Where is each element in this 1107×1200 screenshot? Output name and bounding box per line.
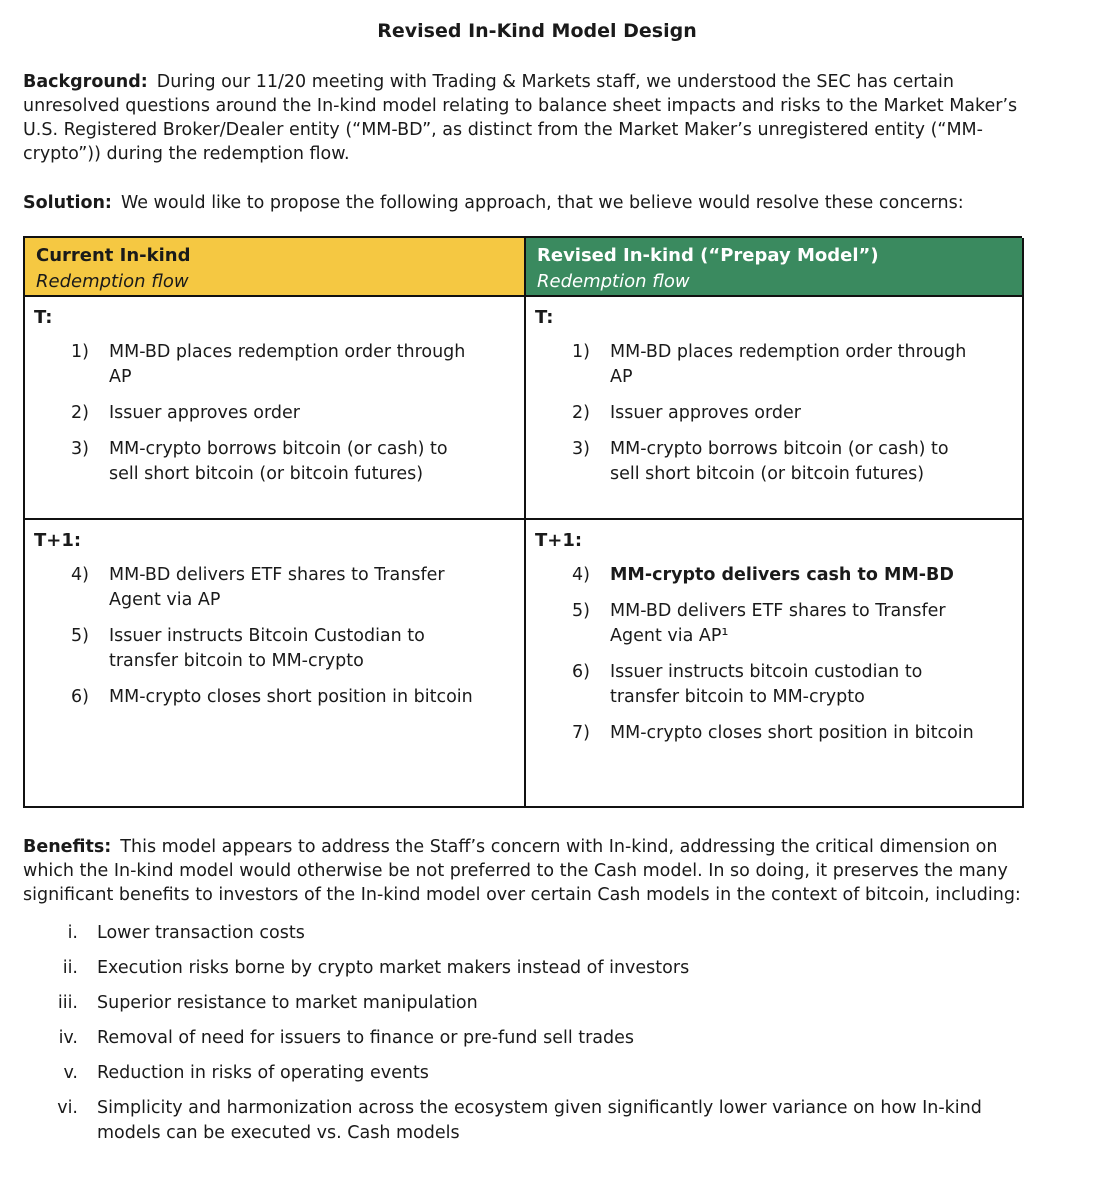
list-text: Removal of need for issuers to finance or pre-fund sell trades: [97, 1028, 635, 1048]
revised-t-cell: [526, 297, 1024, 520]
list-item: [23, 991, 1051, 1016]
list-item: [535, 340, 1018, 390]
background-text: During our 11/20 meeting with Trading & Markets staff, we understood the SEC has certain unresolved questions around the In-kind model relating to balance sheet impacts and risks to the Market Maker’s U.S. Registered Broker/Dealer entity (“MM-BD”, as distinct from the Market Maker’s unregistered entity (“MM-crypto”)) during the redemption flow.: [23, 72, 1018, 164]
step-number: 7): [572, 723, 590, 743]
list-item: [23, 1061, 1051, 1086]
benefits-text: This model appears to address the Staff’s concern with In-kind, addressing the critical dimension on which the In-kind model would otherwise be not preferred to the Cash model. In so doing, it preserves the many significant benefits to investors of the In-kind model over certain Cash models in the context of bitcoin, including:: [23, 837, 1021, 905]
background-label: Background:: [23, 72, 148, 92]
benefits-label: Benefits:: [23, 837, 112, 857]
list-item: [34, 401, 520, 426]
current-inkind-header-cell: [25, 238, 526, 297]
list-text: Lower transaction costs: [97, 923, 305, 943]
page-title: Revised In-Kind Model Design: [377, 20, 697, 42]
list-text: Execution risks borne by crypto market makers instead of investors: [97, 958, 690, 978]
step-text: MM-BD places redemption order through AP: [109, 342, 466, 387]
current-t-label: T:: [34, 307, 53, 328]
step-text: MM-crypto closes short position in bitcoin: [610, 723, 974, 743]
step-number: 6): [572, 662, 590, 682]
current-inkind-subtitle: Redemption flow: [36, 271, 189, 292]
step-text: Issuer approves order: [610, 403, 801, 423]
current-t1-cell: [25, 520, 526, 808]
list-numeral: iii.: [57, 993, 78, 1013]
list-text: Simplicity and harmonization across the ecosystem given significantly lower variance on how In-kind models can be executed vs. Cash models: [97, 1098, 982, 1143]
step-text-bold: MM-crypto delivers cash to MM-BD: [610, 565, 954, 585]
step-number: 4): [71, 565, 89, 585]
list-item: [34, 563, 520, 613]
list-item: [34, 624, 520, 674]
step-text: MM-crypto closes short position in bitcoin: [109, 687, 473, 707]
background-paragraph: [23, 70, 1051, 166]
list-item: [535, 721, 1018, 746]
list-text: Reduction in risks of operating events: [97, 1063, 429, 1083]
revised-inkind-title: Revised In-kind (“Prepay Model”): [537, 245, 879, 266]
current-t-cell: [25, 297, 526, 520]
current-inkind-title: Current In-kind: [36, 245, 191, 266]
benefits-paragraph: [23, 835, 1051, 907]
list-item: [535, 599, 1018, 649]
step-number: 1): [572, 342, 590, 362]
step-number: 2): [71, 403, 89, 423]
list-item: [34, 340, 520, 390]
step-number: 6): [71, 687, 89, 707]
revised-inkind-subtitle: Redemption flow: [537, 271, 690, 292]
list-numeral: vi.: [57, 1098, 78, 1118]
step-number: 5): [572, 601, 590, 621]
list-item: [34, 437, 520, 487]
list-item: [23, 956, 1051, 981]
step-text: MM-BD delivers ETF shares to Transfer Agent via AP¹: [610, 601, 946, 646]
list-item: [535, 660, 1018, 710]
step-number: 1): [71, 342, 89, 362]
list-item: [23, 921, 1051, 946]
revised-inkind-header-cell: [526, 238, 1024, 297]
step-text: MM-crypto borrows bitcoin (or cash) to sell short bitcoin (or bitcoin futures): [109, 439, 448, 484]
current-t1-label: T+1:: [34, 530, 82, 551]
step-number: 4): [572, 565, 590, 585]
list-item: [23, 1026, 1051, 1051]
step-text: Issuer instructs bitcoin custodian to transfer bitcoin to MM-crypto: [610, 662, 923, 707]
solution-text: We would like to propose the following approach, that we believe would resolve these concerns:: [120, 193, 964, 213]
list-numeral: iv.: [58, 1028, 78, 1048]
step-text: MM-BD places redemption order through AP: [610, 342, 967, 387]
list-item: [535, 563, 1018, 588]
step-number: 3): [572, 439, 590, 459]
list-item: [535, 437, 1018, 487]
revised-t1-cell: [526, 520, 1024, 808]
step-number: 5): [71, 626, 89, 646]
solution-label: Solution:: [23, 193, 112, 213]
step-text: MM-BD delivers ETF shares to Transfer Agent via AP: [109, 565, 445, 610]
step-text: MM-crypto borrows bitcoin (or cash) to sell short bitcoin (or bitcoin futures): [610, 439, 949, 484]
list-item: [535, 401, 1018, 426]
step-number: 3): [71, 439, 89, 459]
revised-t1-label: T+1:: [535, 530, 583, 551]
step-text: Issuer instructs Bitcoin Custodian to transfer bitcoin to MM-crypto: [109, 626, 425, 671]
list-item: [34, 685, 520, 710]
revised-t-label: T:: [535, 307, 554, 328]
list-numeral: i.: [67, 923, 78, 943]
benefits-list: [23, 921, 1051, 1146]
list-text: Superior resistance to market manipulation: [97, 993, 478, 1013]
list-numeral: v.: [63, 1063, 78, 1083]
comparison-table: [23, 236, 1022, 808]
step-text: Issuer approves order: [109, 403, 300, 423]
step-number: 2): [572, 403, 590, 423]
list-item: [23, 1096, 1051, 1146]
solution-paragraph: [23, 191, 1051, 215]
list-numeral: ii.: [62, 958, 78, 978]
